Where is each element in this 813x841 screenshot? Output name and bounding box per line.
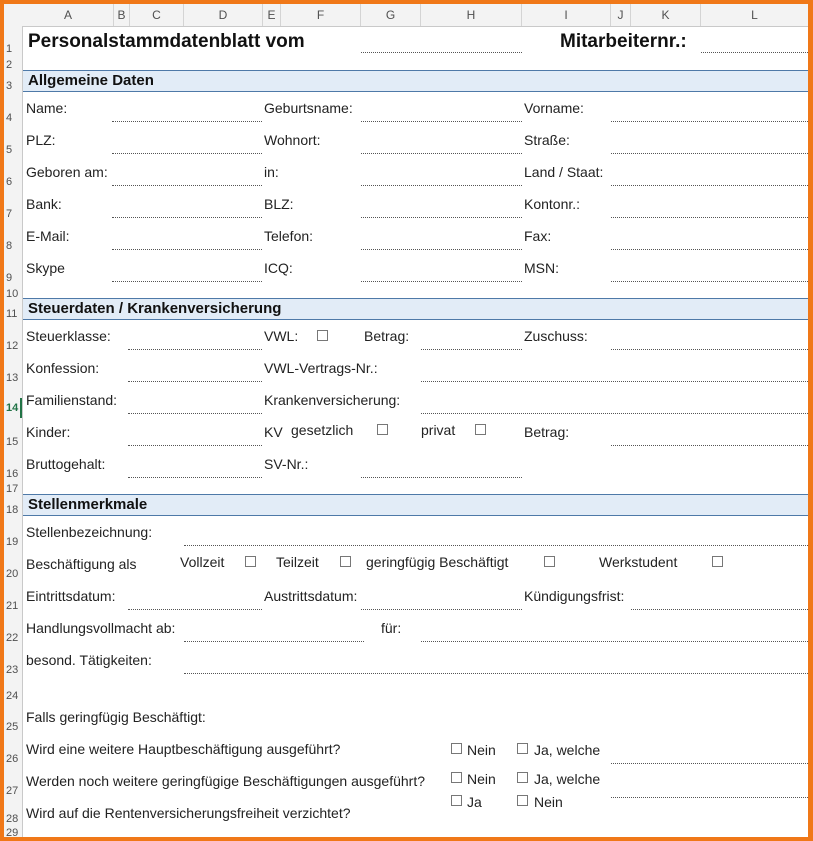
country-field[interactable] — [611, 185, 808, 186]
sv-number-field[interactable] — [361, 477, 522, 478]
marital-status-label: Familienstand: — [26, 392, 118, 408]
row-header[interactable]: 23 — [6, 664, 19, 676]
q1-no-checkbox[interactable] — [451, 743, 462, 754]
row-header[interactable]: 10 — [6, 288, 19, 300]
spreadsheet-sheet — [4, 4, 808, 837]
row-header[interactable]: 1 — [6, 43, 13, 55]
row-header[interactable]: 29 — [6, 827, 19, 837]
msn-label: MSN: — [524, 260, 559, 276]
vwl-amount-label: Betrag: — [364, 328, 410, 344]
subsidy-label: Zuschuss: — [524, 328, 588, 344]
marital-status-field[interactable] — [128, 413, 262, 414]
column-header-a[interactable]: A — [23, 4, 114, 26]
fax-label: Fax: — [524, 228, 552, 244]
statutory-checkbox[interactable] — [377, 424, 388, 435]
notice-period-field[interactable] — [631, 609, 808, 610]
row-header[interactable]: 16 — [6, 468, 19, 480]
insurance-amount-label: Betrag: — [524, 424, 570, 440]
column-header-l[interactable]: L — [751, 8, 758, 22]
job-title-label: Stellenbezeichnung: — [26, 524, 153, 540]
firstname-label: Vorname: — [524, 100, 584, 116]
q1-which-field[interactable] — [611, 763, 808, 764]
birthplace-field[interactable] — [361, 185, 522, 186]
entry-date-label: Eintrittsdatum: — [26, 588, 116, 604]
working-student-checkbox[interactable] — [712, 556, 723, 567]
row-header[interactable]: 24 — [6, 690, 19, 702]
row-header[interactable]: 7 — [6, 208, 13, 220]
email-label: E-Mail: — [26, 228, 70, 244]
vwl-contract-label: VWL-Vertrags-Nr.: — [264, 360, 378, 376]
working-student-label: Werkstudent — [599, 554, 678, 570]
skype-field[interactable] — [112, 281, 262, 282]
q3-no-checkbox[interactable] — [517, 795, 528, 806]
confession-label: Konfession: — [26, 360, 100, 376]
section-header-tax — [23, 298, 808, 320]
insurance-amount-field[interactable] — [611, 445, 808, 446]
if-minor-label: Falls geringfügig Beschäftigt: — [26, 709, 206, 725]
msn-field[interactable] — [611, 281, 808, 282]
row-header[interactable]: 25 — [6, 721, 19, 733]
q2-yes-checkbox[interactable] — [517, 772, 528, 783]
special-tasks-field[interactable] — [184, 673, 808, 674]
tax-class-label: Steuerklasse: — [26, 328, 111, 344]
row-header[interactable]: 5 — [6, 144, 13, 156]
column-header-b[interactable]: B — [114, 4, 130, 26]
sv-number-label: SV-Nr.: — [264, 456, 309, 472]
column-header-g[interactable]: G — [361, 4, 421, 26]
entry-date-field[interactable] — [128, 609, 262, 610]
kv-label: KV — [264, 424, 283, 440]
parttime-label: Teilzeit — [276, 554, 319, 570]
authority-label: Handlungsvollmacht ab: — [26, 620, 176, 636]
authority-for-field[interactable] — [421, 641, 808, 642]
employee-number-label: Mitarbeiternr.: — [560, 31, 687, 52]
row-header[interactable]: 19 — [6, 536, 19, 548]
row-header[interactable]: 11 — [6, 308, 18, 320]
row-header[interactable]: 15 — [6, 436, 19, 448]
zip-field[interactable] — [112, 153, 262, 154]
icq-label: ICQ: — [264, 260, 293, 276]
form-title: Personalstammdatenblatt vom — [28, 31, 305, 52]
account-label: Kontonr.: — [524, 196, 581, 212]
bank-field[interactable] — [112, 217, 262, 218]
authority-for-label: für: — [381, 620, 402, 636]
vwl-checkbox[interactable] — [317, 330, 328, 341]
row-header[interactable]: 17 — [6, 483, 19, 495]
skype-label: Skype — [26, 260, 65, 276]
job-title-field[interactable] — [184, 545, 808, 546]
column-header-f[interactable]: F — [281, 4, 361, 26]
children-label: Kinder: — [26, 424, 71, 440]
q1-no-label: Nein — [467, 742, 496, 758]
q1-yes-label: Ja, welche — [534, 742, 601, 758]
special-tasks-label: besond. Tätigkeiten: — [26, 652, 152, 668]
question-main-employment: Wird eine weitere Hauptbeschäftigung ausgeführt? — [26, 741, 341, 757]
confession-field[interactable] — [128, 381, 262, 382]
question-pension-exemption: Wird auf die Rentenversicherungsfreiheit verzichtet? — [26, 805, 351, 821]
gross-salary-label: Bruttogehalt: — [26, 456, 106, 472]
row-header[interactable]: 9 — [6, 272, 13, 284]
blz-label: BLZ: — [264, 196, 294, 212]
authority-date-field[interactable] — [184, 641, 364, 642]
row-header[interactable]: 22 — [6, 632, 19, 644]
health-insurance-label: Krankenversicherung: — [264, 392, 401, 408]
row-header[interactable]: 21 — [6, 600, 19, 612]
blz-field[interactable] — [361, 217, 522, 218]
parttime-checkbox[interactable] — [340, 556, 351, 567]
question-further-minor-jobs: Werden noch weitere geringfügige Beschäftigungen ausgeführt? — [26, 773, 426, 789]
row-header-bar — [4, 26, 23, 837]
section-header-general — [23, 70, 808, 92]
row-header[interactable]: 4 — [6, 112, 13, 124]
statutory-label: gesetzlich — [291, 422, 354, 438]
row-header[interactable]: 12 — [6, 340, 19, 352]
fulltime-checkbox[interactable] — [245, 556, 256, 567]
tax-class-field[interactable] — [128, 349, 262, 350]
vwl-label: VWL: — [264, 328, 299, 344]
birthdate-field[interactable] — [112, 185, 262, 186]
phone-field[interactable] — [361, 249, 522, 250]
email-field[interactable] — [112, 249, 262, 250]
date-field[interactable] — [361, 52, 522, 53]
birthdate-label: Geboren am: — [26, 164, 108, 180]
name-label: Name: — [26, 100, 68, 116]
firstname-field[interactable] — [611, 121, 808, 122]
fax-field[interactable] — [611, 249, 808, 250]
q2-no-checkbox[interactable] — [451, 772, 462, 783]
column-header-i[interactable]: I — [522, 4, 611, 26]
row-header-active[interactable]: 14 — [4, 398, 22, 418]
country-label: Land / Staat: — [524, 164, 604, 180]
street-field[interactable] — [611, 153, 808, 154]
minor-employment-label: geringfügig Beschäftigt — [366, 554, 509, 570]
city-label: Wohnort: — [264, 132, 321, 148]
row-header[interactable]: 2 — [6, 59, 13, 71]
section-title: Steuerdaten / Krankenversicherung — [28, 300, 282, 317]
private-label: privat — [421, 422, 456, 438]
exit-date-label: Austrittsdatum: — [264, 588, 358, 604]
birthname-label: Geburtsname: — [264, 100, 353, 116]
column-header-bar — [4, 4, 808, 27]
gross-salary-field[interactable] — [128, 477, 262, 478]
private-checkbox[interactable] — [475, 424, 486, 435]
row-header[interactable]: 18 — [6, 504, 19, 516]
row-header[interactable]: 20 — [6, 568, 19, 580]
q3-no-label: Nein — [534, 794, 563, 810]
column-header-k[interactable]: K — [631, 4, 701, 26]
row-header[interactable]: 26 — [6, 753, 19, 765]
column-header-e[interactable]: E — [263, 4, 281, 26]
employee-number-field[interactable] — [701, 52, 808, 53]
children-field[interactable] — [128, 445, 262, 446]
employment-label: Beschäftigung als — [26, 556, 137, 572]
q1-yes-checkbox[interactable] — [517, 743, 528, 754]
section-title: Stellenmerkmale — [28, 496, 148, 513]
row-header[interactable]: 3 — [6, 80, 13, 92]
row-header[interactable]: 6 — [6, 176, 13, 188]
column-header-c[interactable]: C — [130, 4, 184, 26]
fulltime-label: Vollzeit — [180, 554, 225, 570]
phone-label: Telefon: — [264, 228, 314, 244]
column-header-d[interactable]: D — [184, 4, 263, 26]
q2-which-field[interactable] — [611, 797, 808, 798]
birthplace-label: in: — [264, 164, 279, 180]
notice-period-label: Kündigungsfrist: — [524, 588, 625, 604]
q2-no-label: Nein — [467, 771, 496, 787]
bank-label: Bank: — [26, 196, 62, 212]
q3-yes-checkbox[interactable] — [451, 795, 462, 806]
row-header[interactable]: 8 — [6, 240, 13, 252]
q3-yes-label: Ja — [467, 794, 482, 810]
zip-label: PLZ: — [26, 132, 56, 148]
icq-field[interactable] — [361, 281, 522, 282]
street-label: Straße: — [524, 132, 570, 148]
subsidy-field[interactable] — [611, 349, 808, 350]
city-field[interactable] — [361, 153, 522, 154]
minor-employment-checkbox[interactable] — [544, 556, 555, 567]
account-field[interactable] — [611, 217, 808, 218]
vwl-amount-field[interactable] — [421, 349, 522, 350]
birthname-field[interactable] — [361, 121, 522, 122]
vwl-contract-field[interactable] — [421, 381, 808, 382]
section-title: Allgemeine Daten — [28, 72, 154, 89]
health-insurance-field[interactable] — [421, 413, 808, 414]
column-header-h[interactable]: H — [421, 4, 522, 26]
row-header[interactable]: 27 — [6, 785, 19, 797]
row-header[interactable]: 28 — [6, 813, 19, 825]
section-header-job — [23, 494, 808, 516]
name-field[interactable] — [112, 121, 262, 122]
row-header[interactable]: 13 — [6, 372, 19, 384]
q2-yes-label: Ja, welche — [534, 771, 601, 787]
exit-date-field[interactable] — [361, 609, 522, 610]
column-header-j[interactable]: J — [611, 4, 631, 26]
